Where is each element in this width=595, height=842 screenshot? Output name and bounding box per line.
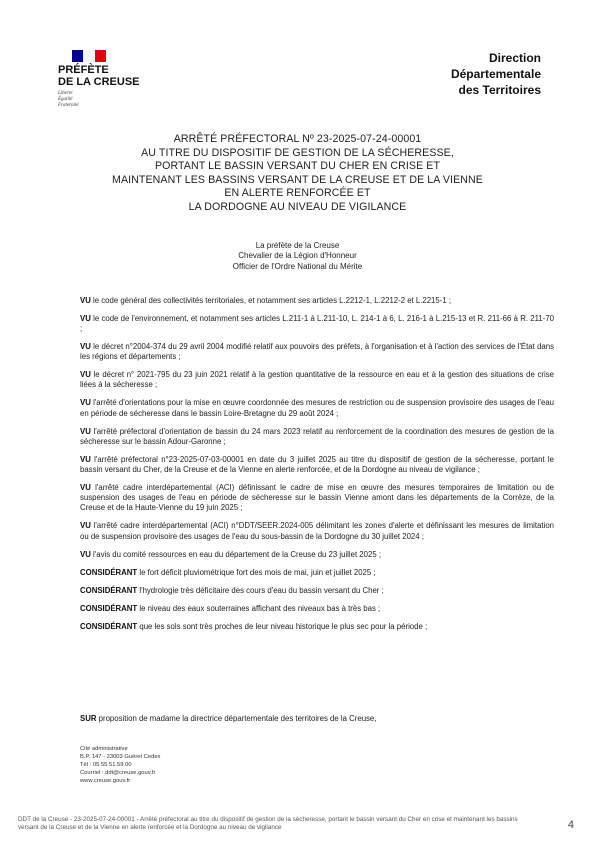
clause-text: l'arrêté cadre interdépartemental (ACI) n°DDT/SEER.2024-005 délimitant les zones d'alerte et définissant les mesures de limitation ou de suspension provisoire des usages de l'eau du sous-bassin de la Dordogne du 30 juillet 2024 ; — [80, 521, 554, 541]
clause-keyword: VU — [80, 398, 91, 408]
prefet-line: Chevalier de la Légion d'Honneur — [238, 251, 357, 261]
clause-keyword: VU — [80, 426, 91, 436]
website-link[interactable]: www.creuse.gouv.fr — [80, 778, 131, 784]
clause — [80, 296, 554, 306]
clause-keyword: VU — [80, 454, 91, 464]
title-line: AU TITRE DU DISPOSITIF DE GESTION DE LA SÉCHERESSE, — [141, 146, 454, 159]
clause-keyword: VU — [80, 521, 91, 531]
clause — [80, 586, 554, 596]
clause-text: l'hydrologie très déficitaire des cours d'eau du bassin versant du Cher ; — [137, 585, 384, 595]
clause-text: le décret n° 2021-795 du 23 juin 2021 relatif à la gestion quantitative de la ressource en eau et à la gestion des situations de crise liées à la sécheresse ; — [80, 370, 554, 390]
page-number: 4 — [567, 819, 574, 831]
clause-keyword: CONSIDÉRANT — [80, 603, 138, 613]
clause — [80, 483, 554, 514]
clause-text: l'arrêté préfectoral n°23-2025-07-03-00001 en date du 3 juillet 2025 au titre du dispositif de gestion de la sécheresse, portant le bassin versant du Cher, de la Creuse et de la Vienne en alerte renforcée, et de la Dordogne au niveau de vigilance ; — [80, 454, 554, 475]
republic-motto — [58, 91, 168, 109]
clause-text: le décret n°2004-374 du 29 avril 2004 modifié relatif aux pouvoirs des préfets, à l'organisation et à l'action des services de l'État dans les régions et départements ; — [80, 342, 554, 362]
clause — [80, 604, 554, 614]
title-line: EN ALERTE RENFORCÉE ET — [224, 187, 371, 200]
motto-line: Fraternité — [58, 103, 79, 108]
marianne-flag-icon — [72, 50, 106, 62]
clause — [80, 568, 554, 578]
direction-line: Direction — [488, 51, 541, 65]
sur-keyword: SUR — [80, 714, 97, 723]
clause-keyword: VU — [80, 549, 91, 559]
clause — [80, 398, 554, 418]
title-line: MAINTENANT LES BASSINS VERSANT DE LA CREUSE ET DE LA VIENNE — [112, 173, 483, 186]
title-line: PORTANT LE BASSIN VERSANT DU CHER EN CRISE ET — [154, 160, 441, 173]
prefet-block — [160, 241, 435, 272]
title-line: LA DORDOGNE AU NIVEAU DE VIGILANCE — [188, 200, 407, 213]
clause-keyword: VU — [80, 313, 91, 323]
clause-text: le code de l'environnement, et notamment ses articles L.211-1 à L.211-10, L. 214-1 à 6, L. 216-1 à L.215-13 et R. 211-66 à R. 211-70 ; — [80, 313, 554, 333]
prefecture-name — [58, 65, 168, 88]
clause-text: le niveau des eaux souterraines affichant des niveaux bas à très bas ; — [137, 603, 381, 613]
prefecture-logo — [58, 50, 168, 109]
address-line: B.P. 147 - 23003 Guéret Cedex — [80, 754, 161, 760]
prefet-line: Officier de l'Ordre National du Mérite — [232, 261, 363, 271]
clauses-list — [80, 288, 554, 638]
clause-text: que les sols sont très proches de leur niveau historique le plus sec pour la période ; — [137, 621, 428, 631]
clause-keyword: CONSIDÉRANT — [80, 621, 138, 631]
page-footer: DDT de la Creuse - 23-2025-07-24-00001 - Arrêté préfectoral au titre du dispositif de gestion de la sécheresse, portant le bassin versant du Cher en crise et maintenant les bassins versant de la Creuse et de la Vienne en alerte renforcée et la Dordogne au niveau de vigilance — [18, 816, 518, 831]
sur-text: proposition de madame la directrice départementale des territoires de la Creuse, — [96, 714, 377, 723]
prefet-line: La préfète de la Creuse — [255, 241, 340, 250]
clause-text: l'avis du comité ressources en eau du département de la Creuse du 23 juillet 2025 ; — [90, 549, 381, 559]
clause-keyword: VU — [80, 483, 91, 493]
clause — [80, 455, 554, 475]
clause-keyword: VU — [80, 295, 91, 305]
clause-keyword: CONSIDÉRANT — [80, 585, 138, 595]
clause-keyword: CONSIDÉRANT — [80, 567, 138, 577]
email-link[interactable]: Courriel : ddt@creuse.gouv.fr — [80, 770, 156, 776]
clause — [80, 622, 554, 632]
direction-line: des Territoires — [458, 83, 541, 97]
clause-text: le code général des collectivités territoriales, et notamment ses articles L.2212-1, L.2212-2 et L.2215-1 ; — [90, 295, 451, 305]
address-line: Tél : 05.55.51.59.00 — [80, 762, 132, 768]
motto-line: Égalité — [58, 97, 73, 102]
sur-proposal — [80, 714, 554, 724]
clause-keyword: VU — [80, 370, 91, 380]
motto-line: Liberté — [58, 91, 73, 96]
title-line: ARRÊTÉ PRÉFECTORAL Nº 23-2025-07-24-00001 — [173, 133, 422, 145]
clause-text: l'arrêté cadre interdépartemental (ACI) définissant le cadre de mise en œuvre des mesures temporaires de limitation ou de suspension des usages de l'eau en période de sécheresse sur le bassin Vienne amont dans les départements de la Corrèze, de la Creuse et de la Haute-Vienne du 19 juin 2025 ; — [80, 483, 554, 513]
prefecture-line: DE LA CREUSE — [58, 75, 140, 88]
clause-text: l'arrêté préfectoral d'orientation de bassin du 24 mars 2023 relatif au renforcement de la coordination des mesures de gestion de la sécheresse sur le bassin Adour-Garonne ; — [80, 426, 554, 446]
prefecture-line: PRÉFÈTE — [58, 64, 109, 76]
direction-heading — [381, 50, 541, 98]
clause — [80, 314, 554, 334]
clause — [80, 521, 554, 541]
address-block — [80, 745, 160, 785]
clause-keyword: VU — [80, 342, 91, 351]
address-line: Cité administrative — [80, 746, 128, 752]
clause — [80, 342, 554, 362]
decree-title — [100, 133, 495, 215]
clause-text: l'arrêté d'orientations pour la mise en œuvre coordonnée des mesures de restriction ou de suspension provisoire des usages de l'eau en période de sécheresse dans le bassin Loire-Bretagne du 29 août 2024 ; — [80, 398, 554, 418]
clause — [80, 427, 554, 447]
clause-text: le fort déficit pluviométrique fort des mois de mai, juin et juillet 2025 ; — [137, 567, 376, 577]
direction-line: Départementale — [450, 67, 541, 81]
clause — [80, 550, 554, 560]
clause — [80, 370, 554, 390]
